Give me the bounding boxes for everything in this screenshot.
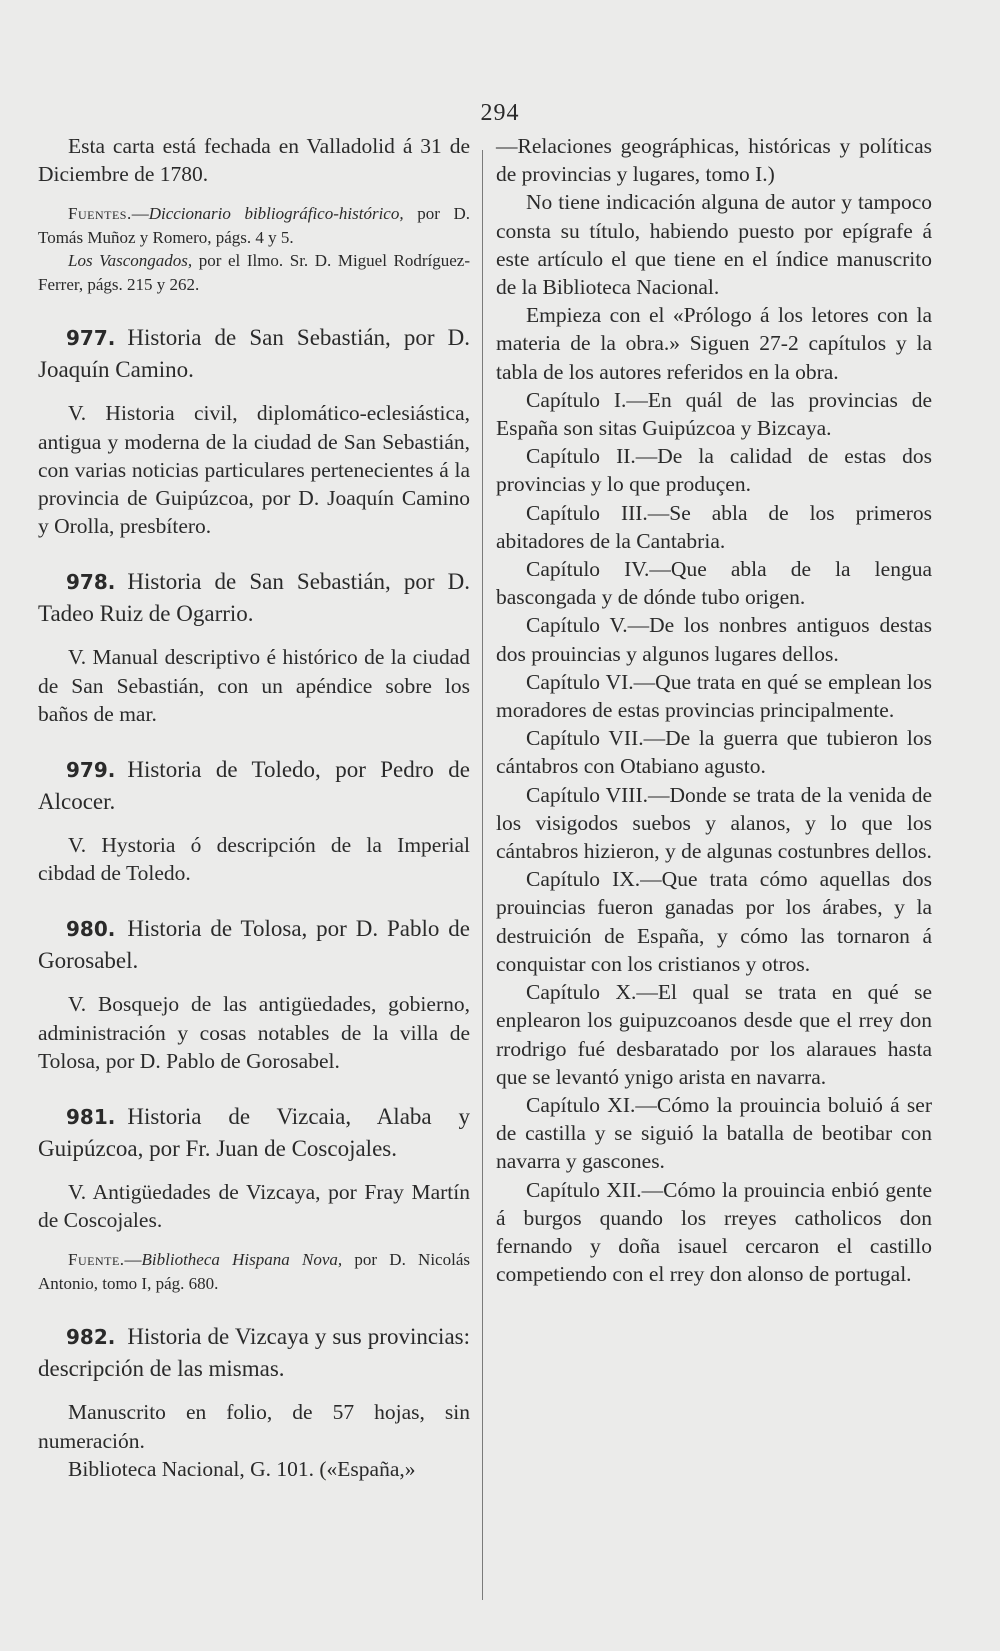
paragraph: —Relaciones geográphicas, históricas y políticas de provincias y lugares, tomo I.) bbox=[496, 134, 932, 187]
entry-body: Biblioteca Nacional, G. 101. («España,» bbox=[68, 1456, 416, 1481]
chapter-line: Capítulo I.—En quál de las provincias de España son sitas Guipúzcoa y Bizcaya. bbox=[496, 387, 932, 441]
sources-label: Fuentes. bbox=[68, 204, 132, 224]
source-label: Fuente. bbox=[68, 1250, 125, 1270]
source-title: Los Vascongados, bbox=[68, 251, 193, 271]
entry-body: V. Manual descriptivo é histórico de la ciudad de San Sebastián, con un apéndice sobre los baños de mar. bbox=[38, 645, 470, 726]
entry-heading bbox=[38, 754, 470, 817]
chapter-line: Capítulo VI.—Que trata en qué se emplean los moradores de estas provincias principalmente. bbox=[496, 669, 932, 723]
source-detail: por D. Tomás Muñoz y Romero, págs. 4 y 5. bbox=[38, 204, 470, 247]
chapter-line: Capítulo IX.—Que trata cómo aquellas dos prouincias fueron ganadas por los árabes, y la destruición de España, y cómo las tornaron á conquistar con los cristianos y otros. bbox=[496, 867, 932, 976]
entry-title: Historia de San Sebastián, por D. Tadeo Ruiz de Ogarrio. bbox=[38, 569, 470, 627]
right-column bbox=[496, 132, 932, 1288]
chapter-line: Capítulo V.—De los nonbres antiguos destas dos prouincias y algunos lugares dellos. bbox=[496, 613, 932, 666]
entry-title: Historia de Vizcaya y sus provincias: descripción de las mismas. bbox=[38, 1324, 470, 1382]
entry-heading bbox=[38, 322, 470, 385]
entry-number: 980. bbox=[66, 917, 116, 942]
source-detail: por el Ilmo. Sr. D. Miguel Rodríguez-Ferrer, págs. 215 y 262. bbox=[38, 251, 470, 294]
source-title: Bibliotheca Hispana Nova, bbox=[141, 1250, 343, 1270]
entry-title: Historia de Vizcaia, Alaba y Guipúzcoa, por Fr. Juan de Coscojales. bbox=[38, 1104, 470, 1162]
entry-heading bbox=[38, 566, 470, 629]
chapter-line: Capítulo IV.—Que abla de la lengua bascongada y de dónde tubo origen. bbox=[496, 557, 932, 610]
chapter-line: Capítulo X.—El qual se trata en qué se enplearon los guipuzcoanos desde que el rrey don rrodrigo fué desbaratado por los alaraues hasta que se levantó ynigo arista en navarra. bbox=[496, 980, 932, 1089]
entry-number: 979. bbox=[66, 758, 116, 783]
chapter-line: Capítulo II.—De la calidad de estas dos provincias y lo que produçen. bbox=[496, 444, 932, 497]
paragraph: No tiene indicación alguna de autor y tampoco consta su título, habiendo puesto por epígrafe á este artículo el que tiene en el índice manuscrito de la Biblioteca Nacional. bbox=[496, 190, 932, 300]
chapter-line: Capítulo XI.—Cómo la prouincia boluió á ser de castilla y se siguió la batalla de beotibar con navarra y gascones. bbox=[496, 1092, 932, 1174]
entry-title: Historia de Toledo, por Pedro de Alcocer. bbox=[38, 757, 470, 815]
entry-number: 978. bbox=[66, 570, 116, 595]
column-divider bbox=[482, 150, 483, 1600]
entry-number: 981. bbox=[66, 1105, 116, 1130]
page-number: 294 bbox=[480, 100, 520, 126]
chapter-line: Capítulo XII.—Cómo la prouincia enbió gente á burgos quando los rreyes catholicos don fernando y doña isauel cercaron el castillo competiendo con el rrey don alonso de portugal. bbox=[496, 1177, 932, 1287]
entry-body: V. Antigüedades de Vizcaya, por Fray Martín de Coscojales. bbox=[38, 1180, 470, 1233]
entry-title: Historia de San Sebastián, por D. Joaquín Camino. bbox=[38, 325, 470, 383]
entry-heading bbox=[38, 1101, 470, 1164]
sources-note bbox=[38, 202, 470, 249]
sources-note-continued bbox=[38, 249, 470, 296]
chapter-line: Capítulo VIII.—Donde se trata de la venida de los visigodos suebos y alanos, y lo que los cántabros hizieron, y de algunas costunbres dellos. bbox=[496, 782, 932, 864]
chapter-line: Capítulo VII.—De la guerra que tubieron los cántabros con Otabiano agusto. bbox=[496, 726, 932, 779]
entry-body: V. Bosquejo de las antigüedades, gobierno, administración y cosas notables de la villa de Tolosa, por D. Pablo de Gorosabel. bbox=[38, 992, 470, 1073]
paragraph: Esta carta está fechada en Valladolid á 31 de Diciembre de 1780. bbox=[38, 134, 470, 187]
entry-number: 982. bbox=[66, 1325, 116, 1350]
sources-dash: — bbox=[131, 204, 149, 224]
source-title: Diccionario bibliográfico-histórico, bbox=[148, 204, 404, 224]
entry-heading bbox=[38, 913, 470, 976]
entry-number: 977. bbox=[66, 326, 116, 351]
chapter-line: Capítulo III.—Se abla de los primeros abitadores de la Cantabria. bbox=[496, 500, 932, 553]
entry-body: Manuscrito en folio, de 57 hojas, sin numeración. bbox=[38, 1400, 470, 1453]
entry-title: Historia de Tolosa, por D. Pablo de Gorosabel. bbox=[38, 916, 470, 974]
entry-body: V. Historia civil, diplomático-eclesiástica, antigua y moderna de la ciudad de San Sebastián, con varias noticias particulares pertenecientes á la provincia de Guipúzcoa, por D. Joaquín Camino y Orolla, presbítero. bbox=[38, 401, 470, 539]
left-column bbox=[38, 132, 470, 1483]
entry-heading bbox=[38, 1321, 470, 1384]
paragraph: Empieza con el «Prólogo á los letores con la materia de la obra.» Siguen 27-2 capítulos y la tabla de los autores referidos en la obra. bbox=[496, 303, 932, 384]
source-detail: por D. Nicolás Antonio, tomo I, pág. 680. bbox=[38, 1250, 470, 1293]
entry-body: V. Hystoria ó descripción de la Imperial cibdad de Toledo. bbox=[38, 833, 470, 886]
source-dash: — bbox=[124, 1250, 142, 1270]
source-note bbox=[38, 1248, 470, 1295]
